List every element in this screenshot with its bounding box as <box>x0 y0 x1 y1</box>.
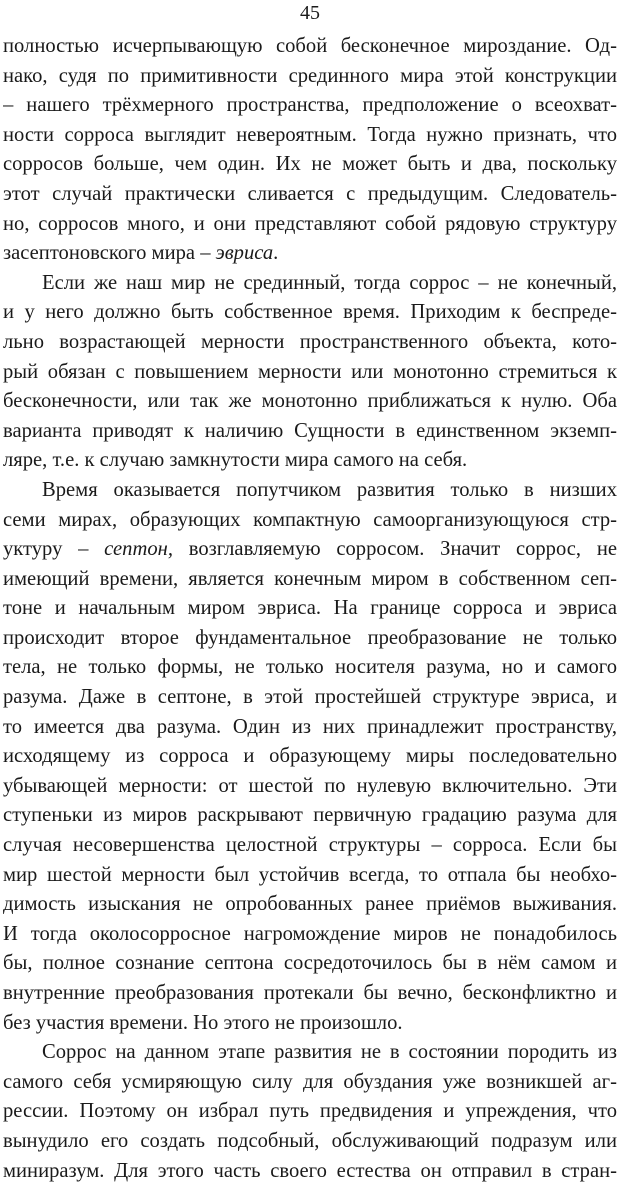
text-segment: убывающей мерности: от шестой по нулевую включительно. Эти <box>3 774 617 797</box>
text-segment: тоне и начальным миром эвриса. На границе сорроса и эвриса <box>3 597 617 620</box>
text-line <box>3 239 617 269</box>
text-segment: рессии. Поэтому он избрал путь предвидения и упреждения, что <box>3 1100 617 1123</box>
text-segment: миниразум. Для этого часть своего естества он отправил в стран- <box>3 1159 617 1182</box>
text-line <box>3 535 617 565</box>
text-segment: и у него должно быть собственное время. Приходим к беспреде- <box>3 301 617 324</box>
text-line <box>3 742 617 772</box>
italic-term: эвриса <box>215 242 274 265</box>
text-segment: случая несовершенства целостной структуры – сорроса. Если бы <box>3 834 617 857</box>
text-line <box>3 328 617 358</box>
text-line <box>3 32 617 62</box>
text-segment: Если же наш мир не срединный, тогда соррос – не конечный, <box>42 271 617 294</box>
text-line <box>3 594 617 624</box>
text-line <box>3 624 617 654</box>
text-line <box>3 1097 617 1127</box>
text-segment: возглавляемую сорросом. Значит соррос, не <box>173 538 617 561</box>
text-segment: . <box>273 242 279 265</box>
text-segment: И тогда околосорросное нагромождение миров не понадобилось <box>3 922 617 945</box>
text-segment: димость изыскания не опробованных ранее приёмов выживания. <box>3 893 617 916</box>
text-line <box>3 91 617 121</box>
text-segment: Время оказывается попутчиком развития только в низших <box>42 478 617 501</box>
text-line <box>3 861 617 891</box>
text-line <box>3 150 617 180</box>
text-line <box>3 358 617 388</box>
body-text <box>3 32 617 1186</box>
text-segment: ступеньки из миров раскрывают первичную градацию разума для <box>3 804 617 827</box>
text-segment: исходящему из сорроса и образующему миры последовательно <box>3 745 617 768</box>
text-segment: этот случай практически сливается с предыдущим. Следователь- <box>3 182 617 205</box>
text-segment: самого себя усмиряющую силу для обуздания уже возникшей аг- <box>3 1070 617 1093</box>
text-segment: семи мирах, образующих компактную самоорганизующуюся стр- <box>3 508 617 531</box>
text-line <box>3 269 617 299</box>
text-segment: Соррос на данном этапе развития не в состоянии породить из <box>42 1041 617 1064</box>
text-line <box>3 949 617 979</box>
text-segment: рый обязан с повышением мерности или монотонно стремиться к <box>3 360 617 383</box>
text-line <box>3 417 617 447</box>
text-line <box>3 713 617 743</box>
text-line <box>3 121 617 151</box>
text-line <box>3 1127 617 1157</box>
text-segment: ляре, т.е. к случаю замкнутости мира самого на себя. <box>3 449 468 472</box>
text-segment: мир шестой мерности был устойчив всегда, то отпала бы необхо- <box>3 863 617 886</box>
text-segment: внутренние преобразования протекали бы вечно, бесконфликтно и <box>3 982 617 1004</box>
text-line <box>3 210 617 240</box>
page-number: 45 <box>300 2 320 24</box>
text-segment: то имеется два разума. Один из них принадлежит пространству, <box>3 715 617 738</box>
text-segment: бы, полное сознание септона сосредоточилось бы в нём самом и <box>3 952 617 975</box>
text-segment: уктуру – <box>3 538 105 561</box>
text-line <box>3 890 617 920</box>
italic-term: септон, <box>104 538 173 561</box>
text-segment: сорросов больше, чем один. Их не может быть и два, поскольку <box>3 153 617 176</box>
text-segment: без участия времени. Но этого не произошло. <box>3 1011 403 1034</box>
text-line <box>3 387 617 417</box>
text-line <box>3 506 617 536</box>
text-segment: – нашего трёхмерного пространства, предположение о всеохват- <box>3 94 617 117</box>
text-segment: разума. Даже в септоне, в этой простейшей структуре эвриса, и <box>3 686 617 709</box>
text-line <box>3 62 617 92</box>
text-line <box>3 979 617 1009</box>
text-line <box>3 476 617 506</box>
text-segment: полностью исчерпывающую собой бесконечное мироздание. Од- <box>3 35 617 57</box>
text-segment: засептоновского мира – <box>3 242 216 265</box>
text-segment: бесконечности, или так же монотонно приближаться к нулю. Оба <box>3 390 617 413</box>
text-segment: вынудило его создать подсобный, обслуживающий подразум или <box>3 1129 617 1152</box>
text-line <box>3 1009 617 1039</box>
text-segment: но, сорросов много, и они представляют собой рядовую структуру <box>3 212 617 235</box>
text-line <box>3 446 617 476</box>
text-line <box>3 565 617 595</box>
text-line <box>3 1068 617 1098</box>
text-line <box>3 1157 617 1186</box>
text-segment: тела, не только формы, не только носителя разума, но и самого <box>3 656 617 679</box>
text-line <box>3 298 617 328</box>
text-segment: происходит второе фундаментальное преобразование не только <box>3 626 617 649</box>
text-line <box>3 801 617 831</box>
text-segment: варианта приводят к наличию Сущности в единственном экземп- <box>3 419 617 442</box>
text-line <box>3 180 617 210</box>
text-segment: ности сорроса выглядит невероятным. Тогда нужно признать, что <box>3 123 617 146</box>
text-line <box>3 1038 617 1068</box>
text-line <box>3 653 617 683</box>
text-segment: льно возрастающей мерности пространственного объекта, кото- <box>3 330 617 353</box>
text-line <box>3 831 617 861</box>
text-line <box>3 772 617 802</box>
text-line <box>3 920 617 950</box>
text-segment: нако, судя по примитивности срединного мира этой конструкции <box>3 64 617 87</box>
text-line <box>3 683 617 713</box>
text-segment: имеющий времени, является конечным миром в собственном сеп- <box>3 567 617 590</box>
